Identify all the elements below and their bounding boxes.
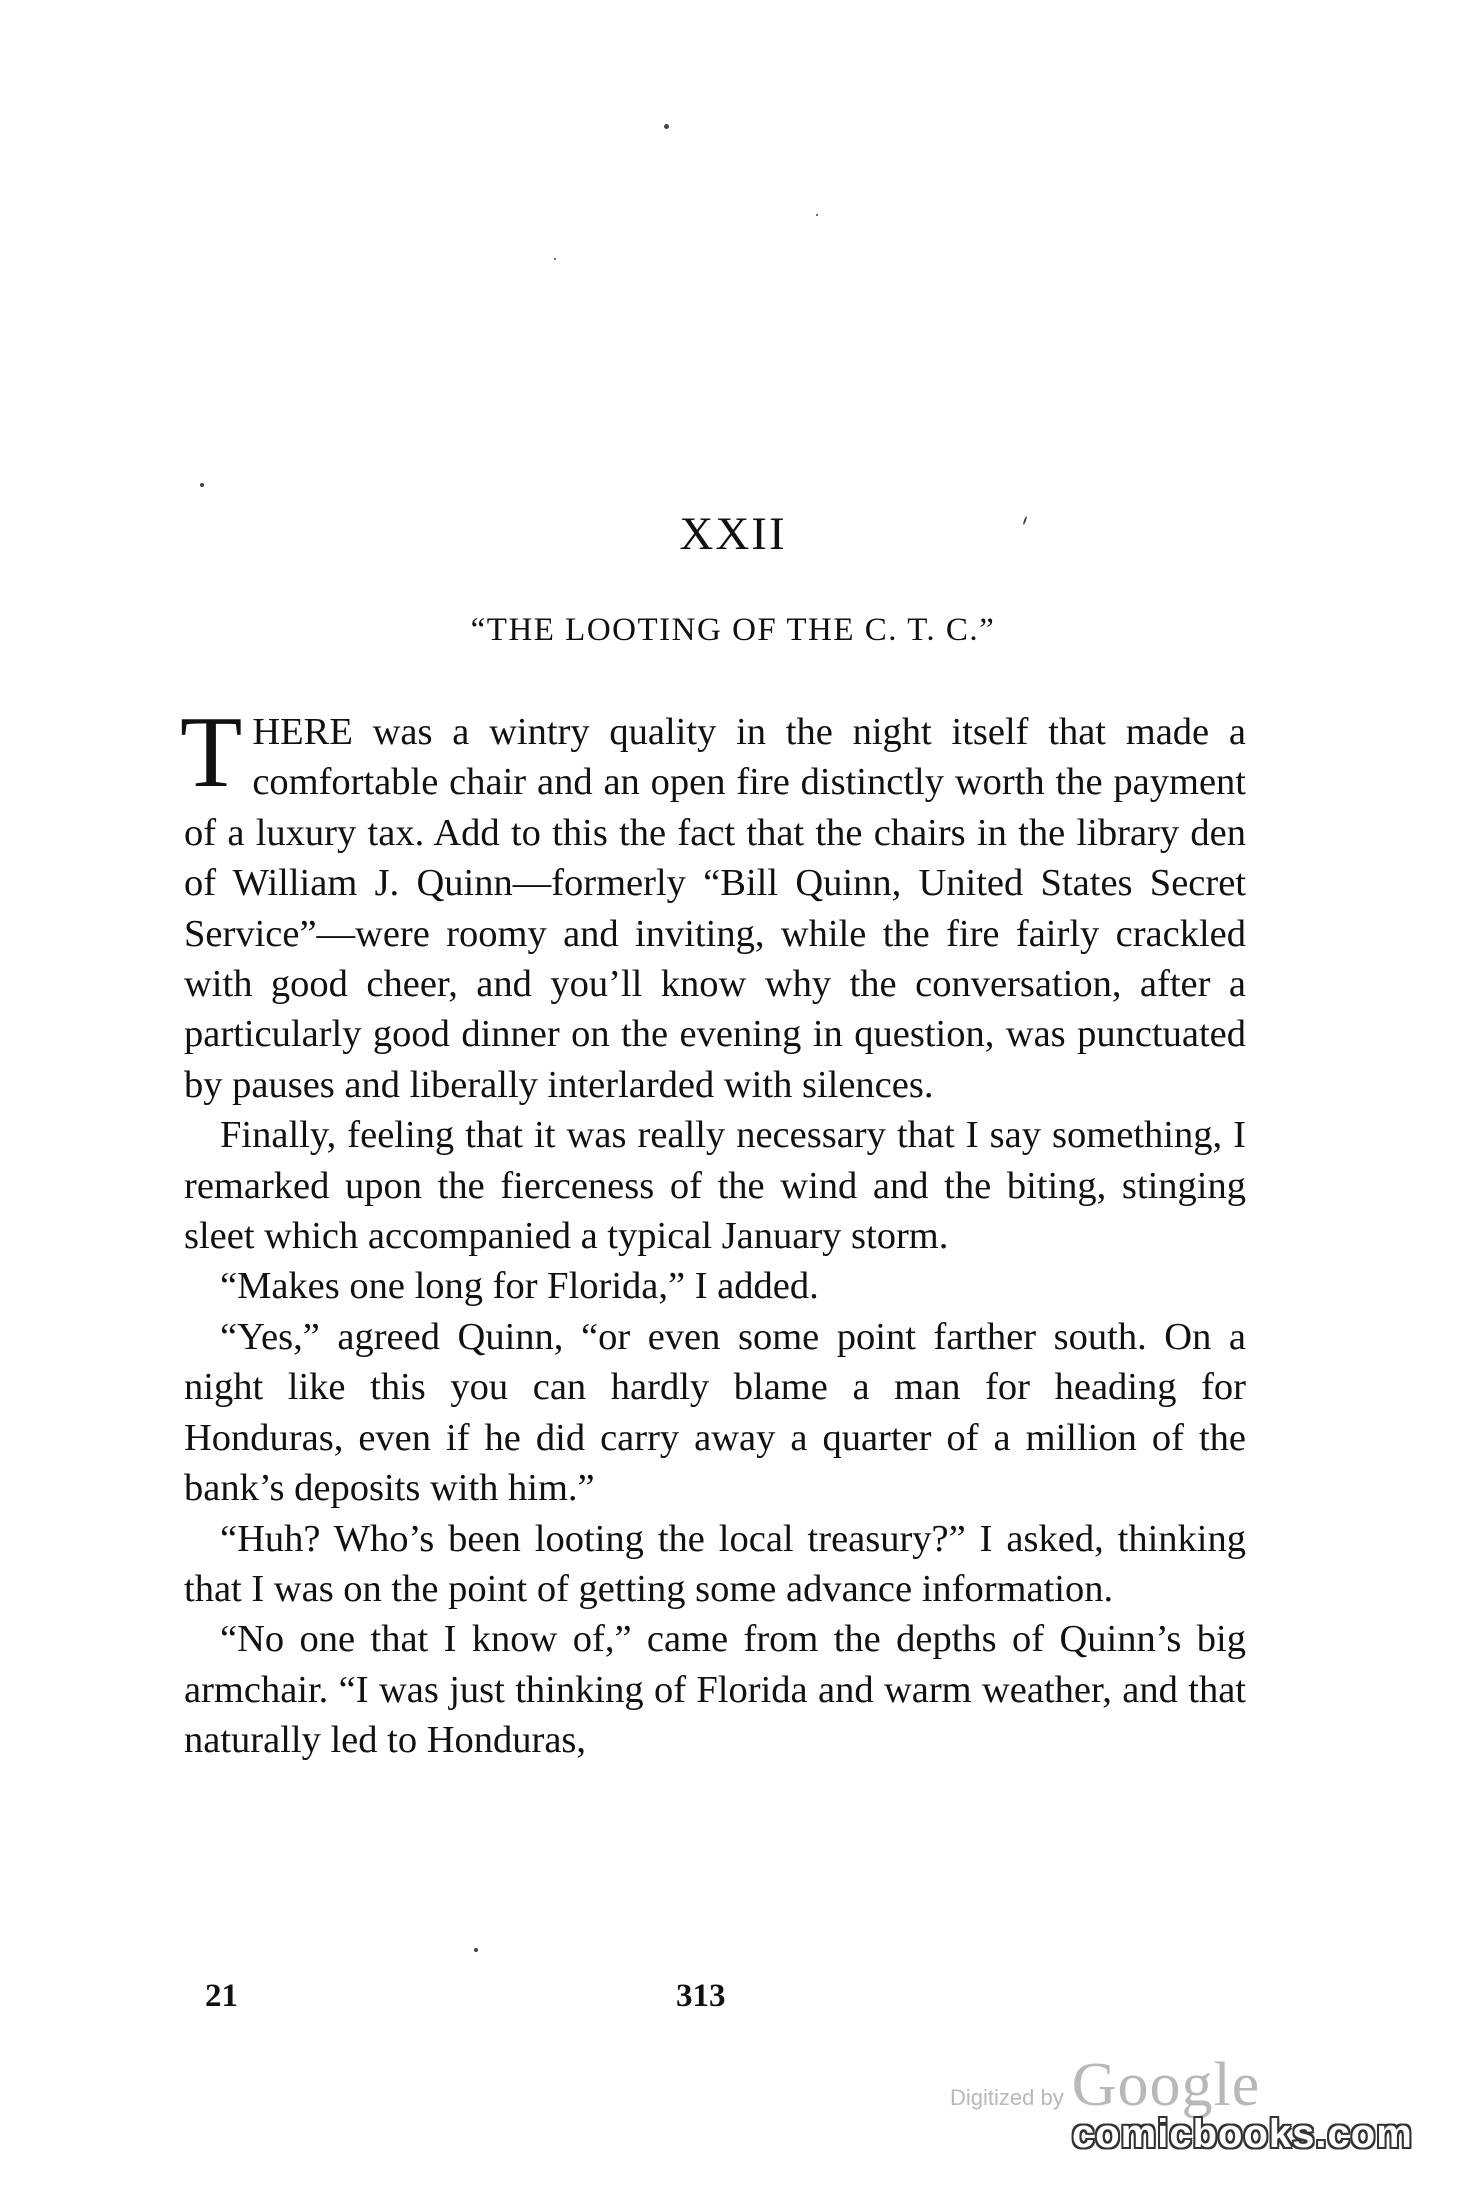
signature-mark: 21: [205, 1978, 238, 2014]
chapter-number: [0, 507, 1466, 561]
scan-speck: [664, 124, 669, 129]
drop-cap: T: [180, 696, 243, 809]
paragraph: Finally, feeling that it was really necessary that I say something, I remarked upon the fierceness of the wind and the biting, stinging sleet which accompanied a typical January storm.: [184, 1114, 1246, 1258]
scan-speck: [554, 258, 556, 260]
site-watermark: comicbooks.com: [1072, 2112, 1413, 2156]
chapter-number-text: XXII: [679, 508, 787, 560]
scan-speck: [816, 214, 818, 216]
paragraph: “Huh? Who’s been looting the local treasury?” I asked, thinking that I was on the point of getting some advance information.: [184, 1517, 1246, 1610]
paragraph: “Yes,” agreed Quinn, “or even some point farther south. On a night like this you can hardly blame a man for heading for Honduras, even if he did carry away a quarter of a million of the bank’s deposits with him.”: [184, 1315, 1246, 1510]
chapter-title: “THE LOOTING OF THE C. T. C.”: [470, 612, 996, 648]
scan-speck: [200, 483, 204, 487]
paragraph-text: HERE was a wintry quality in the night itself that made a comfortable chair and an open fire distinctly worth the payment of a luxury tax. Add to this the fact that the chairs in the library den of William J. Quinn—formerly “Bill Quinn, United States Secret Service”—were roomy and inviting, while the fire fairly crackled with good cheer, and you’ll know why the conversation, after a particularly good dinner on the evening in question, was punctuated by pauses and liberally interlarded with silences.: [184, 711, 1246, 1106]
paragraph: [180, 696, 1246, 1110]
scan-speck: [474, 1948, 478, 1952]
google-logo: Google: [1071, 2051, 1261, 2119]
paragraph: “No one that I know of,” came from the depths of Quinn’s big armchair. “I was just thinking of Florida and warm weather, and that naturally led to Honduras,: [184, 1618, 1246, 1762]
page-number: 313: [676, 1978, 726, 2014]
digitized-label: Digitized by: [950, 2085, 1064, 2110]
paragraph: “Makes one long for Florida,” I added.: [220, 1265, 819, 1308]
digitized-by-google-watermark: [950, 2050, 1260, 2121]
chapter-body: [180, 696, 1246, 1766]
